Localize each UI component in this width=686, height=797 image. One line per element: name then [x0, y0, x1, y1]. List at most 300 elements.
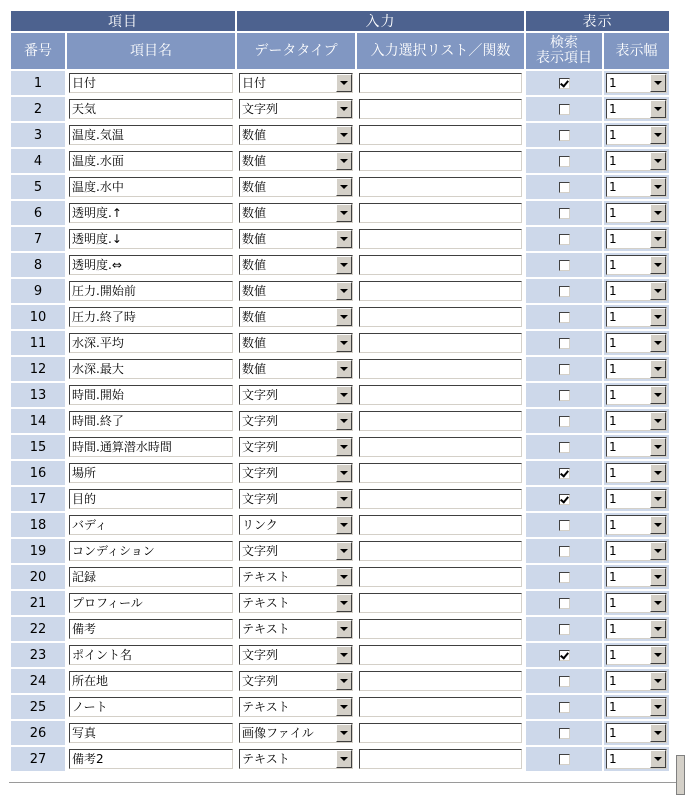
input-list-field[interactable] [359, 385, 522, 405]
dropdown-arrow-icon[interactable] [336, 542, 352, 560]
display-width-value: 1 [609, 76, 617, 90]
table-row [11, 487, 669, 511]
dropdown-arrow-icon[interactable] [650, 360, 666, 378]
display-width-value: 1 [609, 154, 617, 168]
row-number: 27 [11, 747, 65, 771]
search-display-checkbox[interactable] [559, 338, 570, 349]
display-width-value: 1 [609, 128, 617, 142]
table-row [11, 149, 669, 173]
dropdown-arrow-icon[interactable] [336, 490, 352, 508]
display-width-select[interactable] [606, 177, 667, 197]
table-row [11, 565, 669, 589]
data-type-select[interactable] [239, 671, 353, 691]
search-display-checkbox[interactable] [559, 728, 570, 739]
data-type-value: 数値 [242, 310, 267, 324]
input-list-field[interactable] [359, 541, 522, 561]
dropdown-arrow-icon[interactable] [650, 750, 666, 768]
row-number: 7 [11, 227, 65, 251]
item-name-input[interactable]: 温度.気温 [69, 125, 233, 145]
dropdown-arrow-icon[interactable] [650, 126, 666, 144]
search-display-checkbox[interactable] [559, 286, 570, 297]
display-width-select[interactable] [606, 281, 667, 301]
display-width-select[interactable] [606, 411, 667, 431]
column-header-input-list: 入力選択リスト／関数 [357, 33, 524, 69]
bottom-divider [9, 782, 677, 783]
dropdown-arrow-icon[interactable] [650, 516, 666, 534]
data-type-value: 数値 [242, 362, 267, 376]
data-type-value: 数値 [242, 206, 267, 220]
dropdown-arrow-icon[interactable] [336, 152, 352, 170]
data-type-value: 画像ファイル [242, 726, 314, 740]
column-header-search-line1: 検索 [550, 35, 578, 51]
search-display-checkbox[interactable] [559, 650, 570, 661]
dropdown-arrow-icon[interactable] [650, 438, 666, 456]
data-type-value: 文字列 [242, 102, 279, 116]
table-row [11, 97, 669, 121]
dropdown-arrow-icon[interactable] [336, 126, 352, 144]
display-width-value: 1 [609, 232, 617, 246]
dropdown-arrow-icon[interactable] [650, 100, 666, 118]
item-name-input[interactable]: 天気 [69, 99, 233, 119]
data-type-value: 数値 [242, 258, 267, 272]
table-row [11, 227, 669, 251]
display-width-select[interactable] [606, 697, 667, 717]
search-display-checkbox[interactable] [559, 130, 570, 141]
table-row [11, 539, 669, 563]
dropdown-arrow-icon[interactable] [650, 282, 666, 300]
dropdown-arrow-icon[interactable] [336, 594, 352, 612]
display-width-value: 1 [609, 466, 617, 480]
data-type-select[interactable] [239, 229, 353, 249]
table-row [11, 279, 669, 303]
row-number: 25 [11, 695, 65, 719]
data-type-select[interactable] [239, 255, 353, 275]
data-type-value: 数値 [242, 154, 267, 168]
row-number: 23 [11, 643, 65, 667]
item-name-input[interactable]: ノート [69, 697, 233, 717]
display-width-value: 1 [609, 310, 617, 324]
dropdown-arrow-icon[interactable] [336, 724, 352, 742]
table-row [11, 357, 669, 381]
display-width-select[interactable] [606, 619, 667, 639]
table-row [11, 305, 669, 329]
display-width-select[interactable] [606, 255, 667, 275]
row-number: 6 [11, 201, 65, 225]
dropdown-arrow-icon[interactable] [650, 152, 666, 170]
row-number: 26 [11, 721, 65, 745]
display-width-value: 1 [609, 700, 617, 714]
search-display-checkbox[interactable] [559, 78, 570, 89]
table-row [11, 175, 669, 199]
display-width-value: 1 [609, 206, 617, 220]
data-type-select[interactable] [239, 411, 353, 431]
search-display-checkbox[interactable] [559, 702, 570, 713]
dropdown-arrow-icon[interactable] [650, 178, 666, 196]
search-display-checkbox[interactable] [559, 442, 570, 453]
table-row [11, 435, 669, 459]
display-width-value: 1 [609, 102, 617, 116]
data-type-select[interactable] [239, 593, 353, 613]
display-width-select[interactable] [606, 671, 667, 691]
search-display-checkbox[interactable] [559, 208, 570, 219]
dropdown-arrow-icon[interactable] [336, 308, 352, 326]
dropdown-arrow-icon[interactable] [336, 438, 352, 456]
data-type-value: テキスト [242, 596, 290, 610]
row-number: 19 [11, 539, 65, 563]
search-display-checkbox[interactable] [559, 390, 570, 401]
group-header-input: 入力 [237, 11, 524, 31]
display-width-value: 1 [609, 648, 617, 662]
dropdown-arrow-icon[interactable] [650, 594, 666, 612]
item-name-input[interactable]: ポイント名 [69, 645, 233, 665]
display-width-value: 1 [609, 752, 617, 766]
table-row [11, 591, 669, 615]
input-list-field[interactable] [359, 255, 522, 275]
input-list-field[interactable] [359, 671, 522, 691]
display-width-value: 1 [609, 570, 617, 584]
data-type-value: 文字列 [242, 466, 279, 480]
data-type-select[interactable] [239, 99, 353, 119]
search-display-checkbox[interactable] [559, 260, 570, 271]
column-header-width: 表示幅 [604, 33, 669, 69]
display-width-value: 1 [609, 414, 617, 428]
dropdown-arrow-icon[interactable] [336, 386, 352, 404]
data-type-value: 文字列 [242, 440, 279, 454]
row-number: 1 [11, 71, 65, 95]
display-width-value: 1 [609, 388, 617, 402]
display-width-select[interactable] [606, 73, 667, 93]
table-row [11, 747, 669, 771]
item-name-input[interactable]: 目的 [69, 489, 233, 509]
row-number: 11 [11, 331, 65, 355]
input-list-field[interactable] [359, 489, 522, 509]
search-display-checkbox[interactable] [559, 520, 570, 531]
dropdown-arrow-icon[interactable] [336, 256, 352, 274]
dropdown-arrow-icon[interactable] [650, 74, 666, 92]
dropdown-arrow-icon[interactable] [650, 412, 666, 430]
display-width-select[interactable] [606, 203, 667, 223]
dropdown-arrow-icon[interactable] [336, 750, 352, 768]
dropdown-arrow-icon[interactable] [336, 516, 352, 534]
search-display-checkbox[interactable] [559, 624, 570, 635]
item-name-input[interactable]: 備考 [69, 619, 233, 639]
row-number: 18 [11, 513, 65, 537]
dropdown-arrow-icon[interactable] [336, 646, 352, 664]
data-type-value: 数値 [242, 336, 267, 350]
item-name-input[interactable]: 温度.水中 [69, 177, 233, 197]
display-width-value: 1 [609, 284, 617, 298]
search-display-checkbox[interactable] [559, 754, 570, 765]
search-display-checkbox[interactable] [559, 546, 570, 557]
item-name-input[interactable]: 時間.終了 [69, 411, 233, 431]
data-type-select[interactable] [239, 125, 353, 145]
dropdown-arrow-icon[interactable] [650, 204, 666, 222]
dropdown-arrow-icon[interactable] [336, 360, 352, 378]
dropdown-arrow-icon[interactable] [650, 620, 666, 638]
item-name-input[interactable]: 圧力.開始前 [69, 281, 233, 301]
dropdown-arrow-icon[interactable] [336, 698, 352, 716]
row-number: 21 [11, 591, 65, 615]
data-type-value: 数値 [242, 180, 267, 194]
row-number: 12 [11, 357, 65, 381]
display-width-select[interactable] [606, 567, 667, 587]
search-display-checkbox[interactable] [559, 156, 570, 167]
display-width-select[interactable] [606, 437, 667, 457]
data-type-select[interactable] [239, 359, 353, 379]
display-width-select[interactable] [606, 749, 667, 769]
dropdown-arrow-icon[interactable] [650, 646, 666, 664]
search-display-checkbox[interactable] [559, 234, 570, 245]
data-type-select[interactable] [239, 203, 353, 223]
dropdown-arrow-icon[interactable] [650, 568, 666, 586]
input-list-field[interactable] [359, 151, 522, 171]
data-type-select[interactable] [239, 567, 353, 587]
dropdown-arrow-icon[interactable] [336, 178, 352, 196]
display-width-select[interactable] [606, 463, 667, 483]
item-name-input[interactable]: バディ [69, 515, 233, 535]
field-rows [11, 71, 669, 771]
input-list-field[interactable] [359, 99, 522, 119]
input-list-field[interactable] [359, 333, 522, 353]
item-name-input[interactable]: 場所 [69, 463, 233, 483]
group-header-item: 項目 [11, 11, 235, 31]
table-row [11, 71, 669, 95]
table-row [11, 461, 669, 485]
display-width-select[interactable] [606, 515, 667, 535]
row-number: 22 [11, 617, 65, 641]
field-definition-table [9, 9, 671, 773]
dropdown-arrow-icon[interactable] [650, 308, 666, 326]
item-name-input[interactable]: プロフィール [69, 593, 233, 613]
display-width-select[interactable] [606, 307, 667, 327]
table-row [11, 383, 669, 407]
dropdown-arrow-icon[interactable] [336, 204, 352, 222]
dropdown-arrow-icon[interactable] [336, 334, 352, 352]
table-row [11, 617, 669, 641]
input-list-field[interactable] [359, 229, 522, 249]
dropdown-arrow-icon[interactable] [650, 698, 666, 716]
input-list-field[interactable] [359, 645, 522, 665]
data-type-select[interactable] [239, 73, 353, 93]
display-width-select[interactable] [606, 151, 667, 171]
display-width-value: 1 [609, 362, 617, 376]
item-name-input[interactable]: 写真 [69, 723, 233, 743]
input-list-field[interactable] [359, 203, 522, 223]
data-type-value: 文字列 [242, 388, 279, 402]
input-list-field[interactable] [359, 515, 522, 535]
data-type-select[interactable] [239, 151, 353, 171]
table-row [11, 201, 669, 225]
data-type-select[interactable] [239, 437, 353, 457]
display-width-value: 1 [609, 258, 617, 272]
data-type-select[interactable] [239, 307, 353, 327]
dropdown-arrow-icon[interactable] [650, 464, 666, 482]
item-name-input[interactable]: コンディション [69, 541, 233, 561]
input-list-field[interactable] [359, 463, 522, 483]
data-type-select[interactable] [239, 281, 353, 301]
dropdown-arrow-icon[interactable] [336, 74, 352, 92]
dropdown-arrow-icon[interactable] [650, 542, 666, 560]
item-name-input[interactable]: 日付 [69, 73, 233, 93]
display-width-value: 1 [609, 544, 617, 558]
search-display-checkbox[interactable] [559, 364, 570, 375]
item-name-input[interactable]: 透明度.↑ [69, 203, 233, 223]
dropdown-arrow-icon[interactable] [336, 620, 352, 638]
table-row [11, 669, 669, 693]
item-name-input[interactable]: 透明度.⇔ [69, 255, 233, 275]
input-list-field[interactable] [359, 619, 522, 639]
display-width-value: 1 [609, 492, 617, 506]
dropdown-arrow-icon[interactable] [336, 282, 352, 300]
data-type-value: テキスト [242, 700, 290, 714]
data-type-value: 数値 [242, 128, 267, 142]
input-list-field[interactable] [359, 593, 522, 613]
data-type-value: 文字列 [242, 674, 279, 688]
display-width-value: 1 [609, 596, 617, 610]
data-type-select[interactable] [239, 645, 353, 665]
input-list-field[interactable] [359, 125, 522, 145]
input-list-field[interactable] [359, 437, 522, 457]
data-type-select[interactable] [239, 749, 353, 769]
display-width-select[interactable] [606, 541, 667, 561]
display-width-select[interactable] [606, 99, 667, 119]
data-type-value: 文字列 [242, 414, 279, 428]
table-row [11, 721, 669, 745]
item-name-input[interactable]: 所在地 [69, 671, 233, 691]
search-display-checkbox[interactable] [559, 468, 570, 479]
input-list-field[interactable] [359, 723, 522, 743]
search-display-checkbox[interactable] [559, 676, 570, 687]
data-type-select[interactable] [239, 177, 353, 197]
data-type-select[interactable] [239, 723, 353, 743]
row-number: 17 [11, 487, 65, 511]
dropdown-arrow-icon[interactable] [650, 334, 666, 352]
display-width-select[interactable] [606, 359, 667, 379]
item-name-input[interactable]: 圧力.終了時 [69, 307, 233, 327]
table-row [11, 409, 669, 433]
dropdown-arrow-icon[interactable] [650, 230, 666, 248]
item-name-input[interactable]: 記録 [69, 567, 233, 587]
row-number: 3 [11, 123, 65, 147]
data-type-select[interactable] [239, 541, 353, 561]
search-display-checkbox[interactable] [559, 312, 570, 323]
dropdown-arrow-icon[interactable] [650, 490, 666, 508]
item-name-input[interactable]: 透明度.↓ [69, 229, 233, 249]
table-row [11, 331, 669, 355]
display-width-value: 1 [609, 674, 617, 688]
display-width-value: 1 [609, 518, 617, 532]
display-width-value: 1 [609, 726, 617, 740]
data-type-select[interactable] [239, 515, 353, 535]
input-list-field[interactable] [359, 567, 522, 587]
column-header-item-name: 項目名 [67, 33, 235, 69]
display-width-select[interactable] [606, 723, 667, 743]
dropdown-arrow-icon[interactable] [650, 672, 666, 690]
scrollbar-thumb[interactable] [676, 755, 685, 795]
data-type-value: 文字列 [242, 648, 279, 662]
display-width-select[interactable] [606, 229, 667, 249]
data-type-select[interactable] [239, 697, 353, 717]
search-display-checkbox[interactable] [559, 494, 570, 505]
input-list-field[interactable] [359, 411, 522, 431]
data-type-select[interactable] [239, 463, 353, 483]
display-width-select[interactable] [606, 645, 667, 665]
data-type-value: 文字列 [242, 492, 279, 506]
dropdown-arrow-icon[interactable] [336, 672, 352, 690]
display-width-value: 1 [609, 180, 617, 194]
row-number: 15 [11, 435, 65, 459]
data-type-value: 数値 [242, 232, 267, 246]
display-width-select[interactable] [606, 333, 667, 353]
item-name-input[interactable]: 温度.水面 [69, 151, 233, 171]
dropdown-arrow-icon[interactable] [336, 230, 352, 248]
input-list-field[interactable] [359, 749, 522, 769]
data-type-value: 文字列 [242, 544, 279, 558]
dropdown-arrow-icon[interactable] [650, 256, 666, 274]
data-type-value: テキスト [242, 570, 290, 584]
row-number: 14 [11, 409, 65, 433]
input-list-field[interactable] [359, 177, 522, 197]
item-name-input[interactable]: 水深.平均 [69, 333, 233, 353]
dropdown-arrow-icon[interactable] [336, 100, 352, 118]
row-number: 2 [11, 97, 65, 121]
data-type-select[interactable] [239, 333, 353, 353]
item-name-input[interactable]: 時間.開始 [69, 385, 233, 405]
data-type-value: テキスト [242, 622, 290, 636]
row-number: 5 [11, 175, 65, 199]
input-list-field[interactable] [359, 697, 522, 717]
dropdown-arrow-icon[interactable] [650, 386, 666, 404]
dropdown-arrow-icon[interactable] [336, 568, 352, 586]
data-type-select[interactable] [239, 619, 353, 639]
row-number: 20 [11, 565, 65, 589]
display-width-value: 1 [609, 440, 617, 454]
row-number: 8 [11, 253, 65, 277]
data-type-select[interactable] [239, 489, 353, 509]
input-list-field[interactable] [359, 359, 522, 379]
item-name-input[interactable]: 時間.通算潜水時間 [69, 437, 233, 457]
search-display-checkbox[interactable] [559, 182, 570, 193]
display-width-select[interactable] [606, 385, 667, 405]
dropdown-arrow-icon[interactable] [650, 724, 666, 742]
table-row [11, 695, 669, 719]
column-header-search-line2: 表示項目 [536, 50, 592, 66]
display-width-select[interactable] [606, 593, 667, 613]
row-number: 16 [11, 461, 65, 485]
search-display-checkbox[interactable] [559, 104, 570, 115]
table-row [11, 123, 669, 147]
dropdown-arrow-icon[interactable] [336, 412, 352, 430]
display-width-select[interactable] [606, 489, 667, 509]
item-name-input[interactable]: 水深.最大 [69, 359, 233, 379]
search-display-checkbox[interactable] [559, 572, 570, 583]
search-display-checkbox[interactable] [559, 598, 570, 609]
data-type-value: リンク [242, 518, 278, 532]
row-number: 9 [11, 279, 65, 303]
search-display-checkbox[interactable] [559, 416, 570, 427]
display-width-value: 1 [609, 336, 617, 350]
item-name-input[interactable]: 備考2 [69, 749, 233, 769]
dropdown-arrow-icon[interactable] [336, 464, 352, 482]
display-width-select[interactable] [606, 125, 667, 145]
row-number: 10 [11, 305, 65, 329]
data-type-select[interactable] [239, 385, 353, 405]
input-list-field[interactable] [359, 73, 522, 93]
data-type-value: テキスト [242, 752, 290, 766]
input-list-field[interactable] [359, 307, 522, 327]
input-list-field[interactable] [359, 281, 522, 301]
data-type-value: 数値 [242, 284, 267, 298]
